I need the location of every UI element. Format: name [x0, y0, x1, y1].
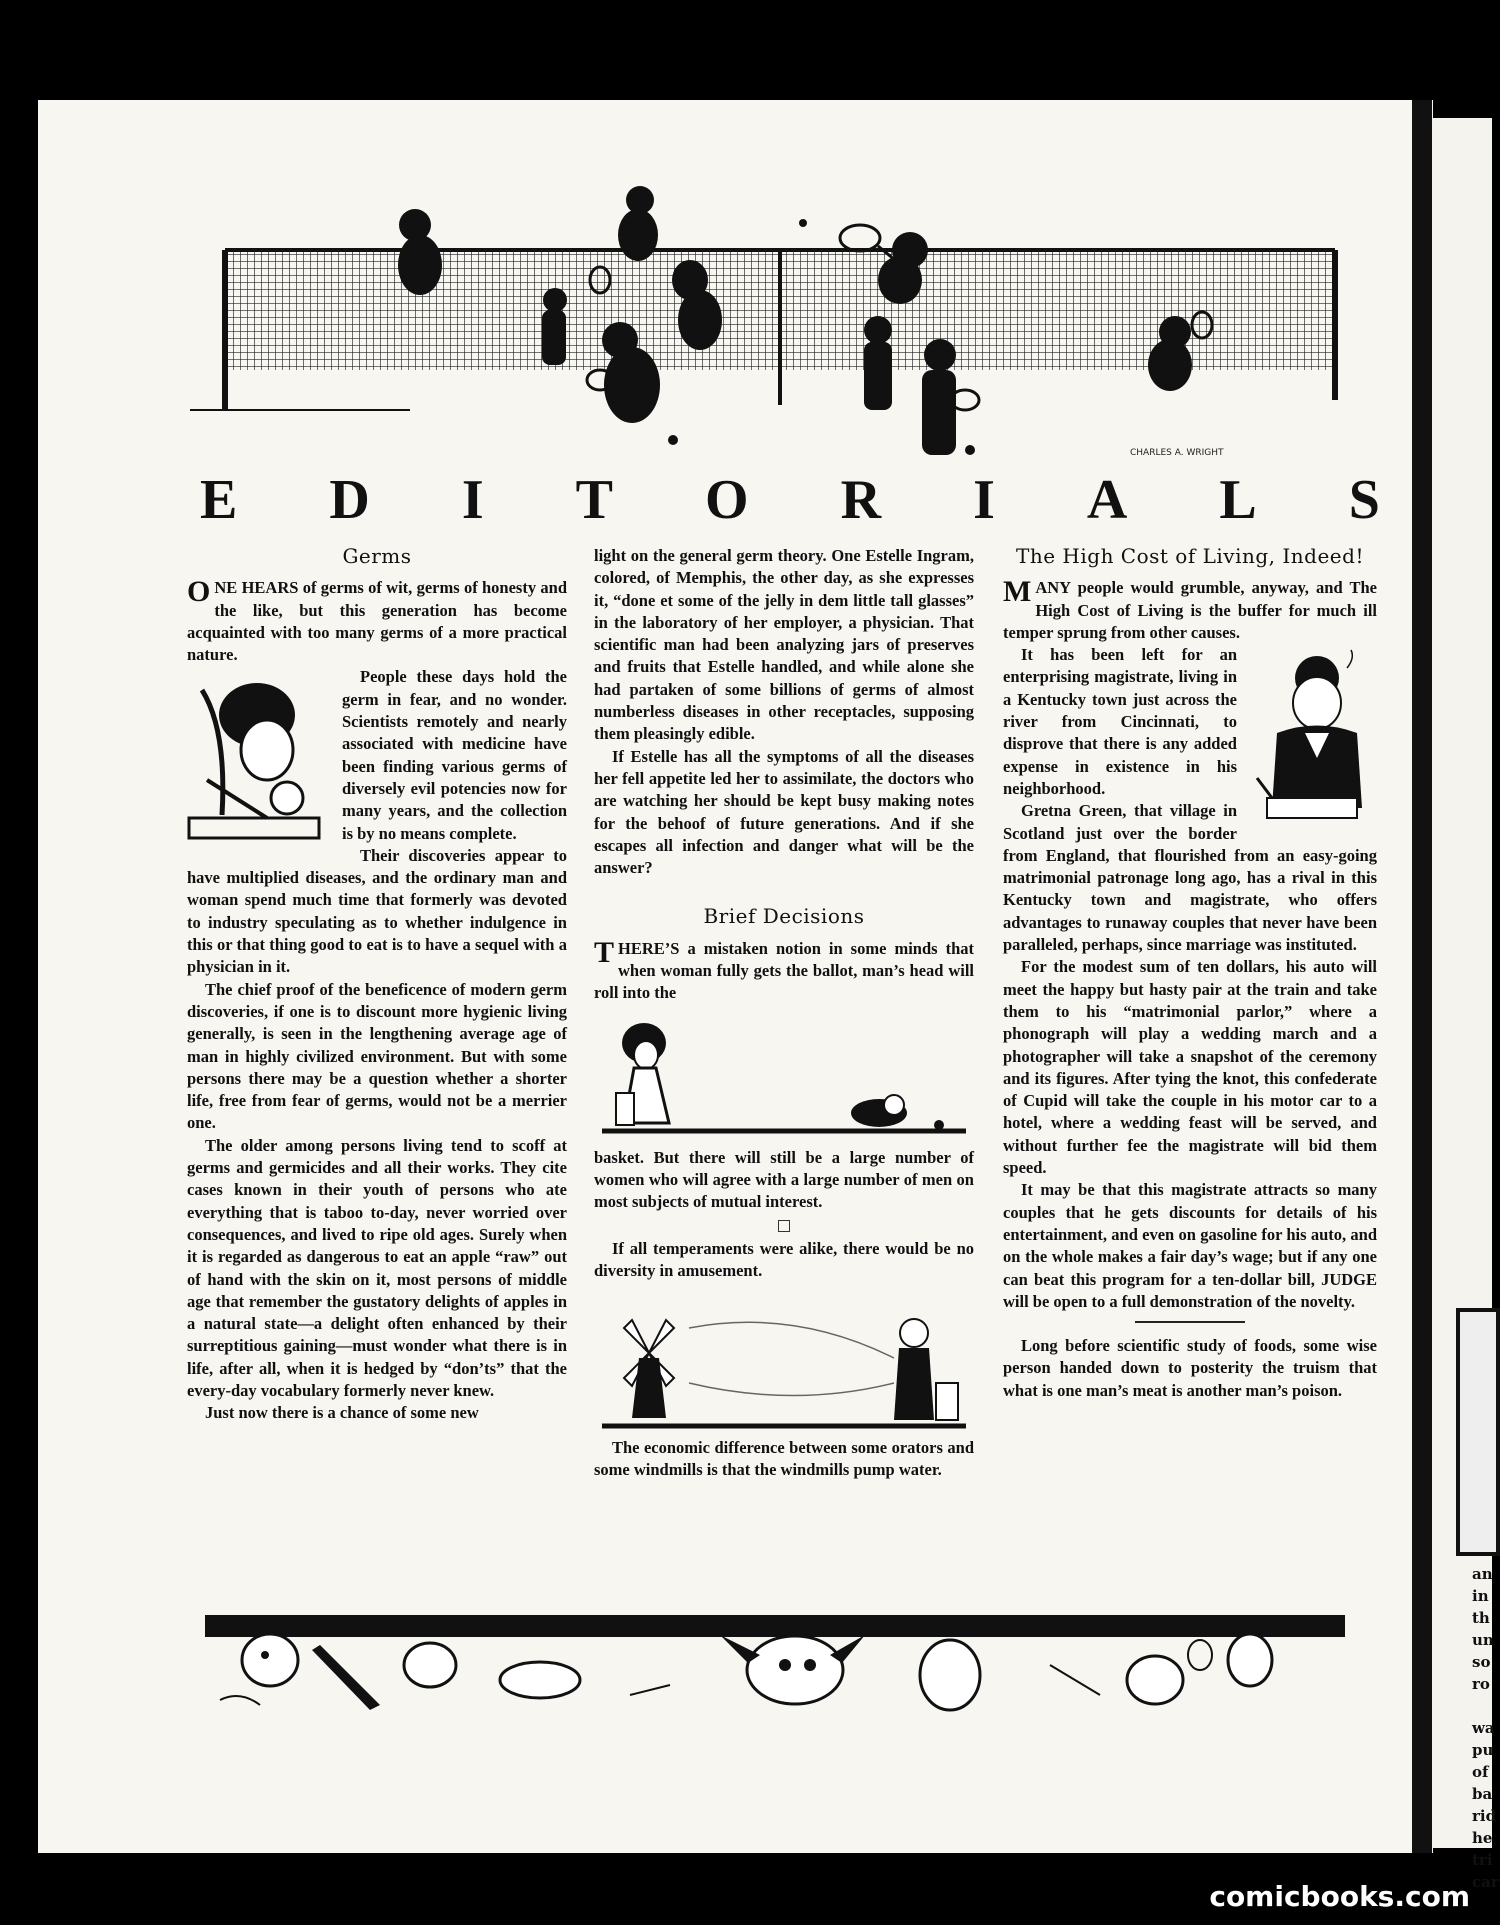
masthead-letter: D: [329, 469, 370, 531]
heading-brief-decisions: Brief Decisions: [703, 904, 865, 929]
facing-page-fragment: ro: [1472, 1675, 1490, 1693]
watermark: comicbooks.com: [1209, 1880, 1470, 1913]
germs-paragraph-3: Their discoveries appear to have multiplied diseases, and the ordinary man and woman spend much time that formerly was devoted to industry speculating as to whether indulgence in this or that thing good to eat is to have a sequel with a physician in it.: [187, 845, 567, 977]
dropcap-t: T: [594, 935, 615, 969]
tennis-cherubs-illustration: [170, 100, 1410, 475]
facing-page-fragment: un: [1472, 1631, 1494, 1649]
germs-paragraph-4: The chief proof of the beneficence of modern germ discoveries, if one is to discount more hygienic living generally, is seen in the lengthening average age of man in highly civilized environment. But with some persons there may be a question whether a shorter life, free from fear of germs, would not be a merrier one.: [187, 979, 567, 1133]
dropcap-m: M: [1003, 575, 1032, 609]
facing-page-edge: [1432, 118, 1499, 1891]
germs-paragraph-5: The older among persons living tend to scoff at germs and germicides and all their works. They cite cases known in their youth of persons who ate everything that is taboo to-day, never worried over consequences, and lived to ripe old ages. Surely when it is regarded as dangerous to eat an apple “raw” out of hand with the skin on it, most persons of middle age that remember the gustatory delights of apples in a natural state—a delight often enhanced by their surreptitious gaining—must wonder what there is in life, after all, when it is hedged by “don’ts” that the every-day vocabulary formerly never knew.: [187, 1135, 567, 1400]
cost-paragraph-2: It has been left for an enterprising magistrate, living in a Kentucky town just across the river from Cincinnati, to disprove that there is any added expense in existence in his neighborhood.: [1003, 645, 1237, 798]
germs-paragraph-1: NE HEARS of germs of wit, germs of honesty and the like, but this generation has become acquainted with too many germs of a more practical nature.: [187, 578, 567, 665]
heading-germs: Germs: [342, 544, 412, 568]
facing-page-fragment: he: [1472, 1829, 1493, 1847]
brief-decisions-paragraph-4: The economic difference between some orators and some windmills is that the windmills pump water.: [594, 1438, 974, 1480]
column-high-cost-of-living: [1003, 545, 1377, 1402]
facing-page-fragment: th: [1472, 1609, 1490, 1627]
facing-page-fragment: in: [1472, 1587, 1489, 1605]
page-spine: [1412, 100, 1432, 1853]
masthead-letter: I: [973, 469, 995, 531]
facing-page-text-fragments: [1472, 1563, 1499, 1893]
masthead-letter: S: [1348, 469, 1380, 531]
cost-paragraph-6: Long before scientific study of foods, some wise person handed down to posterity the truism that what is one man’s meat is another man’s poison.: [1003, 1336, 1377, 1400]
orator-windmill-illustration: [594, 1288, 974, 1433]
cost-paragraph-4: For the modest sum of ten dollars, his auto will meet the happy but hasty pair at the train and take them to his “matrimonial parlor,” where a phonograph will play a wedding march and a photographer will take a snapshot of the ceremony and its figures. After tying the knot, this confederate of Cupid will take the couple in his motor car to a hotel, where a wedding feast will be served, and without further fee the magistrate will bid them speed.: [1003, 957, 1377, 1178]
masthead-letter: L: [1219, 469, 1257, 531]
masthead-letter: R: [840, 469, 882, 531]
facing-page-fragment: tri: [1472, 1851, 1493, 1869]
woman-ballot-illustration: [594, 1013, 974, 1143]
facing-page-fragment: an: [1472, 1565, 1493, 1583]
editorials-masthead: [200, 468, 1380, 532]
facing-page-fragment: so: [1472, 1653, 1491, 1671]
facing-page-illustration: [1456, 1308, 1500, 1556]
facing-page-fragment: of: [1472, 1763, 1489, 1781]
facing-page-fragment: wa: [1472, 1719, 1495, 1737]
cost-paragraph-1: ANY people would grumble, anyway, and The High Cost of Living is the buffer for much ill temper sprung from other causes.: [1003, 578, 1377, 642]
cost-paragraph-5: It may be that this magistrate attracts so many couples that he gets discounts for details of his entertainment, and even on gasoline for his auto, and on the whole makes a fair day’s wage; but if any one can beat this program for a ten-dollar bill, JUDGE will be open to a full demonstration of the novelty.: [1003, 1180, 1377, 1311]
section-divider-rule: [1135, 1321, 1245, 1323]
magistrate-writing-illustration: [1247, 648, 1377, 828]
dropcap-o: O: [187, 575, 211, 609]
artist-signature: CHARLES A. WRIGHT: [1130, 448, 1224, 458]
germs-continued-paragraph-1: light on the general germ theory. One Estelle Ingram, colored, of Memphis, the other day, as she expresses it, “done et some of the jelly in dem little tall glasses” in the laboratory of her employer, a physician. That scientific man had been analyzing jars of preserves and fruits that Estelle handled, and while alone she had partaken of some billions of germs of almost numberless diseases in other receptacles, supposing them pleasingly edible.: [594, 546, 974, 744]
facing-page-fragment: car: [1472, 1873, 1499, 1891]
section-divider-box: [778, 1220, 790, 1232]
hunting-scene-footer-illustration: [200, 1605, 1350, 1720]
facing-page-fragment: ba: [1472, 1785, 1493, 1803]
column-germs-continued-brief-decisions: [594, 545, 974, 1482]
masthead-letter: E: [200, 469, 238, 531]
facing-page-fragment: pu: [1472, 1741, 1494, 1759]
facing-page-fragment: rid: [1472, 1807, 1497, 1825]
heading-high-cost-of-living: The High Cost of Living, Indeed!: [1016, 544, 1364, 568]
facing-page-fragment: [1472, 1695, 1499, 1717]
germs-paragraph-6: Just now there is a chance of some new: [205, 1403, 479, 1423]
scientist-microscope-illustration: [187, 670, 332, 845]
cost-paragraph-3: Gretna Green, that village in Scotland just over the border from England, that flourished from an easy-going matrimonial patronage long ago, has a rival in this Kentucky town and magistrate, who offers advantages to runaway couples that never have been paralleled, perhaps, since marriage was instituted.: [1003, 801, 1377, 955]
masthead-letter: O: [705, 469, 749, 531]
masthead-letter: I: [461, 469, 484, 531]
brief-decisions-paragraph-1: HERE’S a mistaken notion in some minds that when woman fully gets the ballot, man’s head will roll into the: [594, 938, 974, 1003]
brief-decisions-paragraph-3: If all temperaments were alike, there would be no diversity in amusement.: [594, 1238, 974, 1280]
germs-paragraph-2: People these days hold the germ in fear, and no wonder. Scientists remotely and nearly associated with medicine have been finding various germs of diversely evil potencies now for many years, and the collection is by no means complete.: [342, 667, 567, 843]
brief-decisions-paragraph-2: basket. But there will still be a large number of women who will agree with a large number of men on most subjects of mutual interest.: [594, 1147, 974, 1212]
germs-continued-paragraph-2: If Estelle has all the symptoms of all the diseases her fell appetite led her to assimilate, the doctors who are watching her should be kept busy making notes for the behoof of future generations. And if she escapes all infection and danger what will be the answer?: [594, 746, 974, 878]
masthead-letter: T: [575, 469, 614, 531]
masthead-letter: A: [1086, 469, 1128, 531]
column-germs: [187, 545, 567, 1425]
